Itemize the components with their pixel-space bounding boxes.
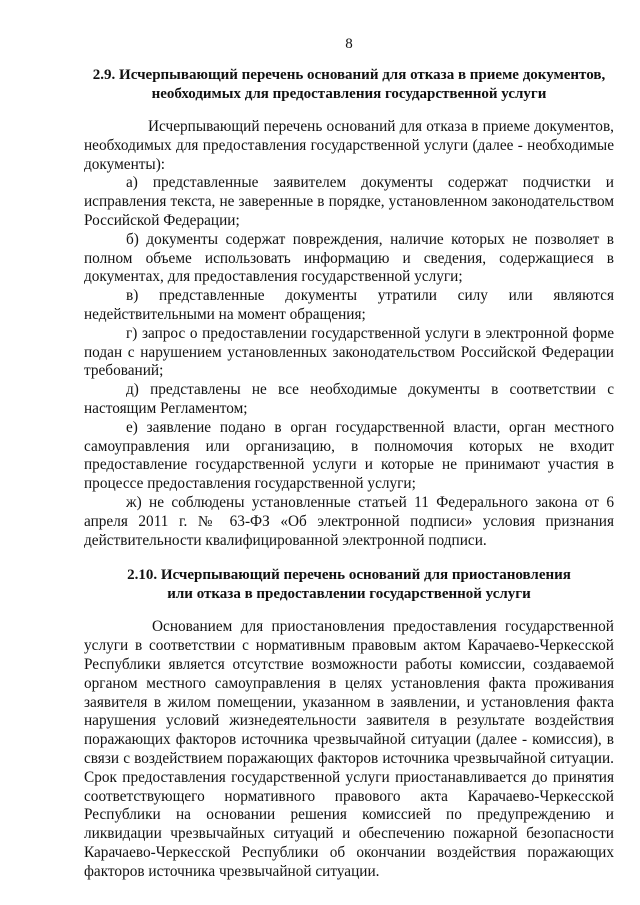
section-2-9-heading-line2: необходимых для предоставления государственной услуги bbox=[151, 86, 547, 102]
section-2-10-heading-line2: или отказа в предоставлении государственной услуги bbox=[167, 586, 531, 603]
section-2-9-intro: Исчерпывающий перечень оснований для отказа в приеме документов, необходимых для предоставления государственной услуги (далее - необходимые документы): bbox=[84, 118, 614, 173]
section-2-10-body: Основанием для приостановления предоставления государственной услуги в соответствии с нормативным правовым актом Карачаево-Черкесской Республики является отсутствие возможности работы комиссии, создаваемой органом местного самоуправления в целях установления факта проживания заявителя в жилом помещении, указанном в заявлении, и установления факта нарушения условий жизнедеятельности заявителя в результате воздействия поражающих факторов источника чрезвычайной ситуации (далее - комиссия), в связи с воздействием поражающих факторов источника чрезвычайной ситуации. Срок предоставления государственной услуги приостанавливается до принятия соответствующего нормативного правового акта Карачаево-Черкесской Республики на основании решения комиссией по предупреждению и ликвидации чрезвычайных ситуаций и обеспечению пожарной безопасности Карачаево-Черкесской Республики об окончании воздействия поражающих факторов источника чрезвычайной ситуации. bbox=[84, 618, 614, 880]
section-2-9-heading-line1: 2.9. Исчерпывающий перечень оснований для отказа в приеме документов, bbox=[92, 67, 606, 83]
section-2-10-heading-line1: 2.10. Исчерпывающий перечень оснований для приостановления bbox=[127, 567, 571, 584]
section-2-9-item-d: д) представлены не все необходимые документы в соответствии с настоящим Регламентом; bbox=[84, 381, 614, 417]
page-number: 8 bbox=[345, 36, 353, 52]
section-2-9-item-g: г) запрос о предоставлении государственной услуги в электронной форме подан с нарушением установленных законодательством Российской Федерации требований; bbox=[84, 324, 614, 380]
section-2-10-heading bbox=[84, 566, 614, 604]
section-2-9-heading bbox=[84, 66, 614, 104]
section-2-9-item-b: б) документы содержат повреждения, наличие которых не позволяет в полном объеме использовать информацию и сведения, содержащиеся в документах, для предоставления государственной услуги; bbox=[84, 230, 614, 286]
section-2-9-item-a: а) представленные заявителем документы содержат подчистки и исправления текста, не заверенные в порядке, установленном законодательством Российской Федерации; bbox=[84, 174, 614, 229]
section-2-9-item-e: е) заявление подано в орган государственной власти, орган местного самоуправления или организацию, в полномочия которых не входит предоставление государственной услуги и которые не принимают участия в процессе предоставления государственной услуги; bbox=[84, 418, 614, 493]
section-spacer bbox=[84, 550, 614, 566]
document-page bbox=[84, 34, 614, 881]
section-2-9-item-v: в) представленные документы утратили силу или являются недействительными на момент обращения; bbox=[84, 287, 614, 323]
section-2-9-item-zh: ж) не соблюдены установленные статьей 11 Федерального закона от 6 апреля 2011 г. № 63-ФЗ «Об электронной подписи» условия признания действительности квалифицированной электронной подписи. bbox=[84, 493, 614, 549]
